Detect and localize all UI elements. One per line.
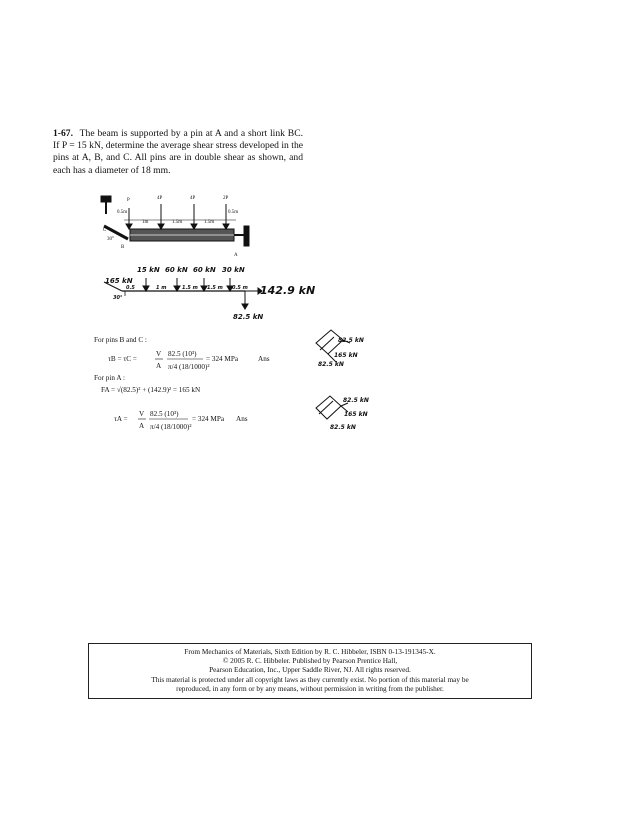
pin-a-label-3: 82.5 kN [330, 424, 356, 431]
fbd-dim-2: 1 m [156, 285, 167, 291]
problem-number: 1-67. [53, 128, 73, 139]
fbd-30kn: 30 kN [222, 266, 245, 274]
frac-a-bc: A [156, 362, 162, 370]
footer-line-5: reproduced, in any form or by any means, without permission in writing from the publisher. [176, 683, 444, 693]
den-bc: π/4 (18/1000)² [168, 363, 210, 371]
dim-2: 1m [142, 220, 149, 225]
fa-equation: FA = √(82.5)² + (142.9)² = 165 kN [101, 386, 201, 394]
footer-line-3: Pearson Education, Inc., Upper Saddle River, NJ. All rights reserved. [209, 665, 411, 675]
frac-v-a: V [139, 410, 145, 418]
angle-label: 30° [107, 237, 114, 242]
pin-a-label-2: 165 kN [344, 411, 368, 418]
dim-5: 0.5m [228, 210, 239, 215]
top-support [101, 196, 111, 202]
load-p: P [127, 198, 130, 203]
dim-4: 1.5m [204, 220, 215, 225]
frac-a-a: A [139, 422, 145, 430]
result-bc: = 324 MPa [206, 355, 239, 363]
pin-bc-label-3: 82.5 kN [318, 361, 344, 368]
eq-a-lhs: τA = [114, 415, 128, 423]
fbd-60kn-2: 60 kN [193, 266, 216, 274]
num-bc: 82.5 (10³) [168, 350, 197, 358]
pin-bc-label-1: 82.5 kN [338, 337, 364, 344]
footer-line-2: © 2005 R. C. Hibbeler. Published by Pearson Prentice Hall, [222, 656, 398, 666]
fbd-165kn: 165 kN [105, 277, 133, 285]
frac-v-bc: V [156, 350, 162, 358]
label-b: B [121, 245, 125, 250]
den-a: π/4 (18/1000)² [150, 423, 192, 431]
fbd-dim-3: 1.5 m [182, 285, 198, 291]
ans-bc: Ans [258, 355, 270, 363]
footer-line-1: From Mechanics of Materials, Sixth Edition by R. C. Hibbeler, ISBN 0-13-191345-X. [184, 647, 436, 656]
dim-3: 1.5m [172, 220, 183, 225]
dim-1: 0.5m [117, 210, 128, 215]
fbd-angle: 30° [113, 295, 123, 301]
pin-a-label-1: 82.5 kN [343, 397, 369, 404]
load-4p-2: 4P [190, 196, 196, 201]
wall-support [244, 226, 249, 246]
fbd-dim-1: 0.5 [126, 285, 135, 291]
eq-bc-lhs: τB = τC = [108, 355, 137, 363]
label-c: C [103, 228, 107, 233]
fbd-82kn: 82.5 kN [233, 313, 264, 321]
fbd-15kn: 15 kN [137, 266, 160, 274]
fbd-dim-4: 1.5 m [207, 285, 223, 291]
result-a: = 324 MPa [192, 415, 225, 423]
pin-bc-label-2: 165 kN [334, 352, 358, 359]
label-a: A [234, 253, 238, 258]
problem-text: The beam is supported by a pin at A and a short link BC. If P = 15 kN, determine the average shear stress developed in the pins at A, B, and C. All pins are in double shear as shown, and each has a diameter of 18 mm. [53, 128, 303, 176]
fbd-dim-5: 0.5 m [232, 285, 248, 291]
fbd-142kn: 142.9 kN [260, 284, 316, 297]
copyright-footer [88, 643, 532, 699]
num-a: 82.5 (10³) [150, 410, 179, 418]
load-2p: 2P [223, 196, 229, 201]
heading-pins-bc: For pins B and C : [94, 336, 147, 344]
fbd-60kn-1: 60 kN [165, 266, 188, 274]
footer-line-4: This material is protected under all copyright laws as they currently exist. No portion of this material may be [151, 674, 469, 684]
load-4p-1: 4P [157, 196, 163, 201]
ans-a: Ans [236, 415, 248, 423]
heading-pin-a: For pin A : [94, 374, 125, 382]
